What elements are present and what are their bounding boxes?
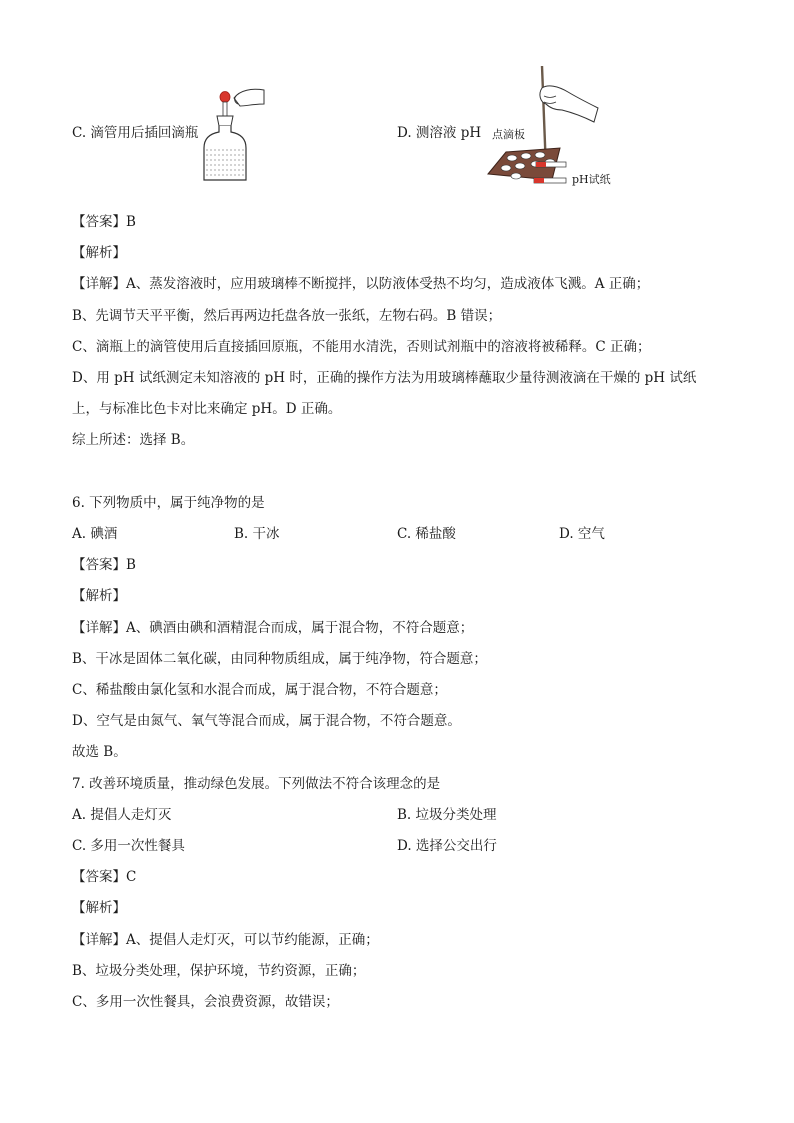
q7-stem: 7. 改善环境质量，推动绿色发展。下列做法不符合该理念的是 [72,776,441,792]
q6-analysis-heading: 【解析】 [72,588,126,604]
q7-analysis-heading: 【解析】 [72,900,126,916]
q6-option-d: D. 空气 [559,526,605,542]
q5-detail-line: D、用 pH 试纸测定未知溶液的 pH 时，正确的操作方法为用玻璃棒蘸取少量待测液滴在干燥的 pH 试纸 [72,370,697,386]
dropper-bottle-figure [196,84,268,184]
q7-detail-line: 【详解】A、提倡人走灯灭，可以节约能源，正确； [72,932,379,948]
q5-detail-line: 上，与标准比色卡对比来确定 pH。D 正确。 [72,401,342,417]
q6-detail-line: D、空气是由氮气、氧气等混合而成，属于混合物，不符合题意。 [72,713,461,729]
ph-paper-label: pH试纸 [572,173,611,186]
q7-option-c: C. 多用一次性餐具 [72,838,185,854]
q6-detail-line: B、干冰是固体二氧化碳，由同种物质组成，属于纯净物，符合题意； [72,651,487,667]
q5-analysis-heading: 【解析】 [72,245,126,261]
q6-option-a: A. 碘酒 [72,526,118,542]
q6-stem: 6. 下列物质中，属于纯净物的是 [72,495,265,511]
q7-detail-line: C、多用一次性餐具，会浪费资源，故错误； [72,994,339,1010]
q7-option-b: B. 垃圾分类处理 [397,807,497,823]
q6-detail-line: 故选 B。 [72,744,127,760]
q5-answer: 【答案】B [72,214,136,230]
q6-option-b: B. 干冰 [234,526,280,542]
option-c-label: C. 滴管用后插回滴瓶 [72,125,199,141]
q6-detail-line: 【详解】A、碘酒由碘和酒精混合而成，属于混合物，不符合题意； [72,620,474,636]
q5-detail-line: 【详解】A、蒸发溶液时，应用玻璃棒不断搅拌，以防液体受热不均匀，造成液体飞溅。A 正确； [72,276,650,292]
spot-plate-label: 点滴板 [492,128,525,141]
q6-option-c: C. 稀盐酸 [397,526,456,542]
q7-option-d: D. 选择公交出行 [397,838,497,854]
q6-answer: 【答案】B [72,557,136,573]
q7-detail-line: B、垃圾分类处理，保护环境，节约资源，正确； [72,963,366,979]
q6-detail-line: C、稀盐酸由氯化氢和水混合而成，属于混合物，不符合题意； [72,682,447,698]
option-d-label: D. 测溶液 pH [397,125,482,141]
q7-option-a: A. 提倡人走灯灭 [72,807,172,823]
q7-answer: 【答案】C [72,869,137,885]
q5-detail-line: C、滴瓶上的滴管使用后直接插回原瓶，不能用水清洗，否则试剂瓶中的溶液将被稀释。C 正确； [72,339,651,355]
q5-detail-line: 综上所述：选择 B。 [72,432,195,448]
q5-detail-line: B、先调节天平平衡，然后再两边托盘各放一张纸，左物右码。B 错误； [72,308,502,324]
